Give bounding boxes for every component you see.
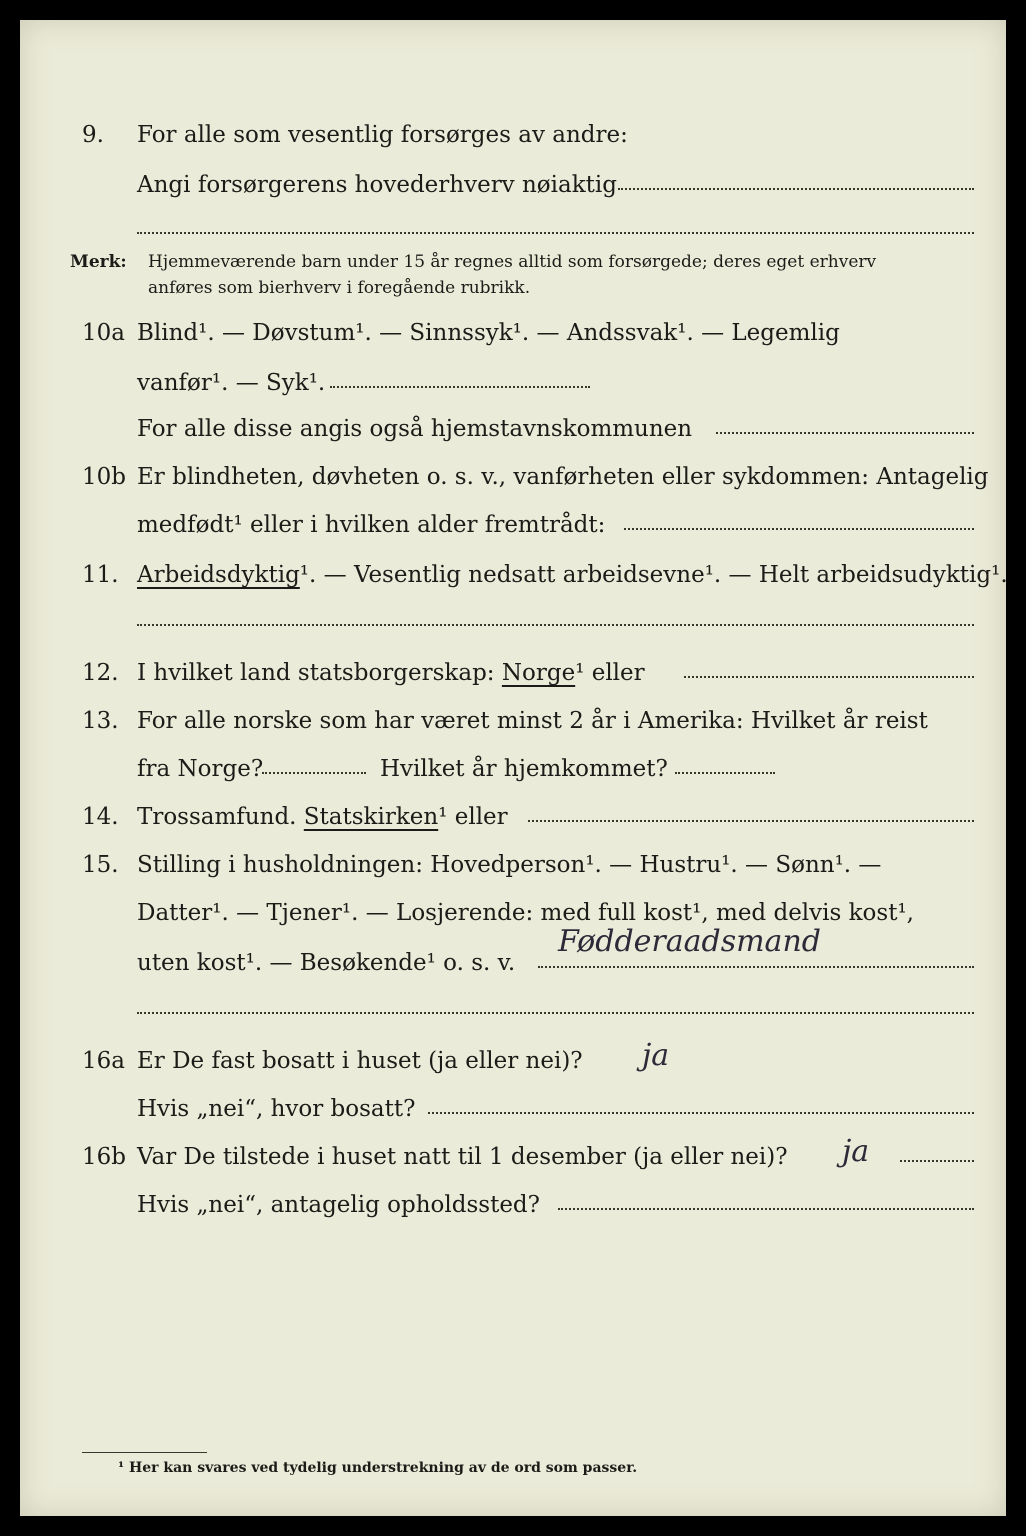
q13-line1: For alle norske som har været minst 2 år i Amerika: Hvilket år reist [137,708,928,734]
q12-text [137,660,645,686]
q10a-line3: For alle disse angis også hjemstavnskommunen [137,416,693,442]
q9-answer-line [618,188,974,190]
q13-number: 13. [82,708,119,734]
q16a-number: 16a [82,1048,125,1074]
q16b-line1: Var De tilstede i huset natt til 1 desember (ja eller nei)? [137,1144,788,1170]
merk-line1: Hjemmeværende barn under 15 år regnes alltid som forsørgede; deres eget erhverv [148,252,877,272]
merk-line2: anføres som bierhverv i foregående rubrikk. [148,278,531,298]
q16a-handwritten-answer: ja [642,1038,670,1073]
q11-rest: ¹. — Vesentlig nedsatt arbeidsevne¹. — Helt arbeidsudyktig¹. [299,562,1008,588]
q16b-number: 16b [82,1144,126,1170]
q15-number: 15. [82,852,119,878]
q15-line2: Datter¹. — Tjener¹. — Losjerende: med full kost¹, med delvis kost¹, [137,900,914,926]
q10a-kommune-line [716,432,974,434]
q11-text [137,562,1008,588]
q12-number: 12. [82,660,119,686]
q14-number: 14. [82,804,119,830]
q13-hjemkommet-line [675,772,775,774]
q11-extra-line [137,624,974,626]
q10a-syk-line [330,386,590,388]
q16a-line1: Er De fast bosatt i huset (ja eller nei)? [137,1048,583,1074]
q12-question: I hvilket land statsborgerskap: [137,660,495,686]
census-form-page [20,20,1006,1516]
q14-statskirken-underlined: Statskirken [303,804,439,830]
q13-line2a: fra Norge? [137,756,264,782]
q10b-number: 10b [82,464,126,490]
q14-trossamfund: Trossamfund. [137,804,297,830]
footnote: ¹ Her kan svares ved tydelig understrekning av de ord som passer. [118,1460,638,1476]
q14-eller: ¹ eller [438,804,508,830]
q10a-number: 10a [82,320,125,346]
q12-eller: ¹ eller [575,660,645,686]
q15-handwritten-answer: Fødderaadsmand [558,924,821,959]
q13-reist-line [262,772,366,774]
q16b-line2: Hvis „nei“, antagelig opholdssted? [137,1192,540,1218]
q16b-answer-line [900,1160,974,1162]
q15-line3: uten kost¹. — Besøkende¹ o. s. v. [137,950,516,976]
q15-answer-line [538,966,974,968]
q10b-line2: medfødt¹ eller i hvilken alder fremtrådt: [137,512,606,538]
q14-answer-line [528,820,974,822]
q15-line1: Stilling i husholdningen: Hovedperson¹. — Hustru¹. — Sønn¹. — [137,852,882,878]
q9-extra-line [137,232,974,234]
q16a-line2: Hvis „nei“, hvor bosatt? [137,1096,416,1122]
q9-number: 9. [82,122,104,148]
q12-answer-line [684,676,974,678]
q10a-line1: Blind¹. — Døvstum¹. — Sinnssyk¹. — Andssvak¹. — Legemlig [137,320,840,346]
q14-text [137,804,508,830]
q10b-line1: Er blindheten, døvheten o. s. v., vanførheten eller sykdommen: Antagelig [137,464,989,490]
q16b-handwritten-answer: ja [842,1134,870,1169]
q12-norge-underlined: Norge [501,660,576,686]
q15-extra-line [137,1012,974,1014]
q11-number: 11. [82,562,119,588]
q9-line2: Angi forsørgerens hovederhverv nøiaktig [137,172,617,198]
q16a-answer-line [428,1112,974,1114]
q10b-answer-line [624,528,974,530]
footnote-rule [82,1452,207,1453]
q13-line2b: Hvilket år hjemkommet? [380,756,668,782]
merk-label: Merk: [70,252,127,272]
q11-arbeidsdyktig-underlined: Arbeidsdyktig [137,562,300,588]
q9-line1: For alle som vesentlig forsørges av andre: [137,122,628,148]
q10a-line2: vanfør¹. — Syk¹. [137,370,326,396]
q16b-answer-line-2 [558,1208,974,1210]
